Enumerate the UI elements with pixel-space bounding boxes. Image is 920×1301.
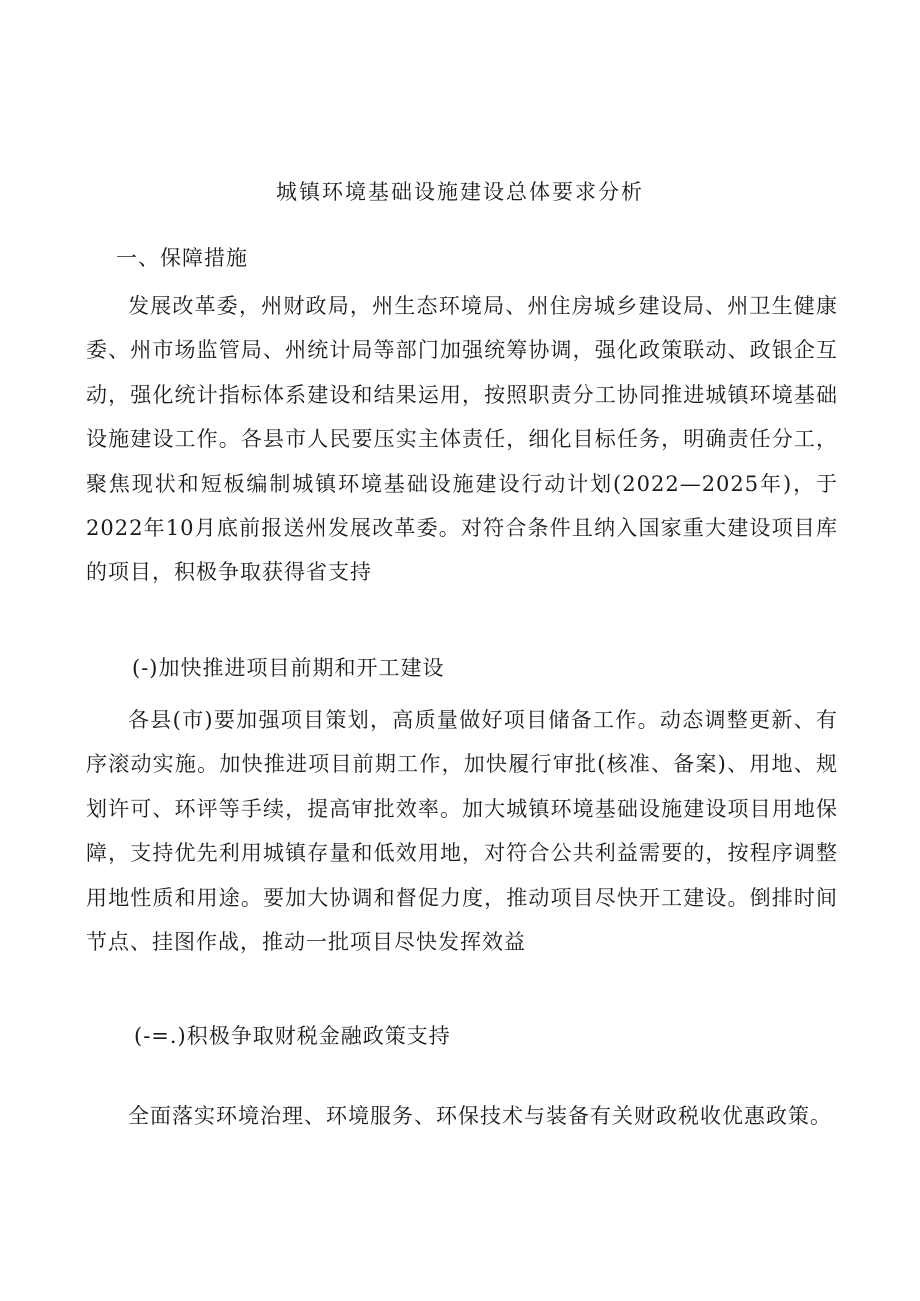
section-heading-safeguards: 一、保障措施 [116,246,248,270]
section-paragraph-safeguards: 发展改革委，州财政局，州生态环境局、州住房城乡建设局、州卫生健康委、州市场监管局、州统计局等部门加强统筹协调，强化政策联动、政银企互动，强化统计指标体系建设和结果运用，按照职责分工协同推进城镇环境基础设施建设工作。各县市人民要压实主体责任，细化目标任务，明确责任分工，聚焦现状和短板编制城镇环境基础设施建设行动计划(2022—2025年)，于2022年10月底前报送州发展改革委。对符合条件且纳入国家重大建设项目库的项目，积极争取获得省支持 [86,294,838,585]
subsection-paragraph-fiscal-support: 全面落实环境治理、环境服务、环保技术与装备有关财政税收优惠政策。 [128,1104,832,1128]
document-title: 城镇环境基础设施建设总体要求分析 [276,180,644,204]
subsection-paragraph-project-construction: 各县(市)要加强项目策划，高质量做好项目储备工作。动态调整更新、有序滚动实施。加快推进项目前期工作，加快履行审批(核准、备案)、用地、规划许可、环评等手续，提高审批效率。加大城镇环境基础设施建设项目用地保障，支持优先利用城镇存量和低效用地，对符合公共利益需要的，按程序调整用地性质和用途。要加大协调和督促力度，推动项目尽快开工建设。倒排时间节点、挂图作战，推动一批项目尽快发挥效益 [86,708,838,955]
subsection-heading-project-construction: (-)加快推进项目前期和开工建设 [132,656,445,680]
subsection-heading-fiscal-support: (-=.)积极争取财税金融政策支持 [134,1024,451,1048]
